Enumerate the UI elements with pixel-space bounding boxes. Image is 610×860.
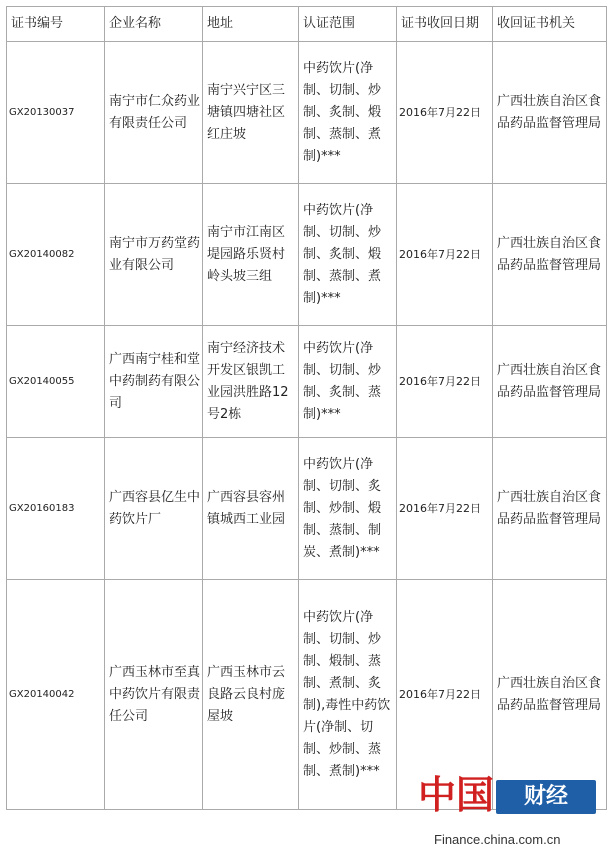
- cert-scope: 中药饮片(净制、切制、炒制、煅制、蒸制、煮制、炙制),毒性中药饮片(净制、切制、炒制、蒸制、煮制)***: [299, 580, 397, 810]
- header-address: 地址: [203, 7, 299, 42]
- company-name: 广西容县亿生中药饮片厂: [105, 438, 203, 580]
- address: 广西容县容州镇城西工业园: [203, 438, 299, 580]
- watermark-url-text: Finance.china.com.cn: [434, 832, 561, 847]
- header-cert-number: 证书编号: [7, 7, 105, 42]
- revoking-authority: 广西壮族自治区食品药品监督管理局: [493, 184, 607, 326]
- revoking-authority: 广西壮族自治区食品药品监督管理局: [493, 42, 607, 184]
- cert-number: GX20140055: [7, 326, 105, 438]
- header-company-name: 企业名称: [105, 7, 203, 42]
- logo-cn-text: 中国: [418, 772, 495, 817]
- cert-number: GX20130037: [7, 42, 105, 184]
- china-finance-logo: [414, 772, 604, 820]
- revoke-date: 2016年7月22日: [397, 438, 493, 580]
- revoking-authority: 广西壮族自治区食品药品监督管理局: [493, 326, 607, 438]
- revoke-date: 2016年7月22日: [397, 42, 493, 184]
- logo-section-box: [496, 780, 596, 814]
- table-row: [7, 184, 607, 326]
- certificate-table: [6, 6, 607, 810]
- revoke-date: 2016年7月22日: [397, 326, 493, 438]
- company-name: 南宁市仁众药业有限责任公司: [105, 42, 203, 184]
- cert-scope: 中药饮片(净制、切制、炒制、炙制、煅制、蒸制、煮制)***: [299, 42, 397, 184]
- cert-scope: 中药饮片(净制、切制、炙制、炒制、煅制、蒸制、制炭、煮制)***: [299, 438, 397, 580]
- company-name: 南宁市万药堂药业有限公司: [105, 184, 203, 326]
- china-finance-watermark: [414, 772, 604, 852]
- revoking-authority: 广西壮族自治区食品药品监督管理局: [493, 580, 607, 810]
- watermark-url: [434, 832, 560, 847]
- cert-scope: 中药饮片(净制、切制、炒制、炙制、煅制、蒸制、煮制)***: [299, 184, 397, 326]
- address: 广西玉林市云良路云良村庞屋坡: [203, 580, 299, 810]
- address: 南宁兴宁区三塘镇四塘社区红庄坡: [203, 42, 299, 184]
- table-row: [7, 42, 607, 184]
- address: 南宁经济技术开发区银凯工业园洪胜路12号2栋: [203, 326, 299, 438]
- cert-scope: 中药饮片(净制、切制、炒制、炙制、蒸制)***: [299, 326, 397, 438]
- revoke-date: 2016年7月22日: [397, 580, 493, 810]
- header-revoking-authority: 收回证书机关: [493, 7, 607, 42]
- table-header-row: [7, 7, 607, 42]
- header-revoke-date: 证书收回日期: [397, 7, 493, 42]
- address: 南宁市江南区堤园路乐贤村岭头坡三组: [203, 184, 299, 326]
- company-name: 广西玉林市至真中药饮片有限责任公司: [105, 580, 203, 810]
- company-name: 广西南宁桂和堂中药制药有限公司: [105, 326, 203, 438]
- cert-number: GX20140082: [7, 184, 105, 326]
- header-cert-scope: 认证范围: [299, 7, 397, 42]
- table-row: [7, 438, 607, 580]
- table-row: [7, 326, 607, 438]
- logo-section-text: 财经: [523, 784, 568, 809]
- revoke-date: 2016年7月22日: [397, 184, 493, 326]
- cert-number: GX20160183: [7, 438, 105, 580]
- revoking-authority: 广西壮族自治区食品药品监督管理局: [493, 438, 607, 580]
- cert-number: GX20140042: [7, 580, 105, 810]
